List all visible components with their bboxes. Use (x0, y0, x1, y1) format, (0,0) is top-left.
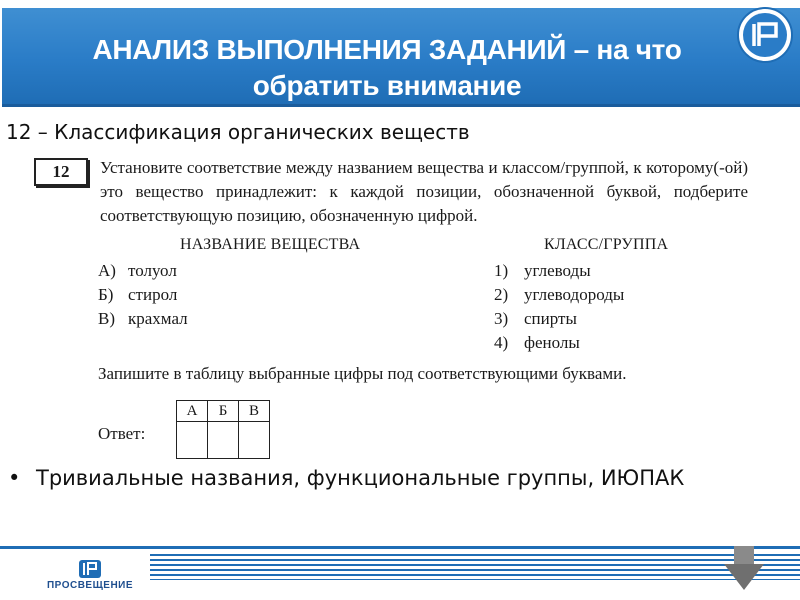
answer-column-header: Б (208, 401, 239, 422)
bullet-point (8, 466, 684, 490)
list-item: 1) углеводы (494, 261, 591, 280)
page-title: АНАЛИЗ ВЫПОЛНЕНИЯ ЗАДАНИЙ – на что обратить внимание (92, 34, 682, 101)
header (0, 0, 800, 108)
institute-logo-icon (736, 6, 794, 64)
footer-divider (0, 546, 800, 549)
answer-cell (177, 422, 208, 459)
task-instruction: Запишите в таблицу выбранные цифры под соответствующими буквами. (98, 364, 627, 383)
task-text: Установите соответствие между названием вещества и классом/группой, к которому(-ой) это вещество принадлежит: к каждой позиции, обозначенной буквой, подберите соответствующую позицию, обозначенную цифрой. (100, 158, 748, 225)
right-column-header: КЛАСС/ГРУППА (544, 236, 669, 253)
brand-mark-icon (79, 560, 101, 578)
list-item: А) толуол (98, 261, 177, 280)
list-item: 2) углеводороды (494, 285, 625, 304)
task-card (30, 152, 770, 460)
footer-decoration (150, 554, 800, 580)
bullet-icon: • (8, 466, 21, 490)
next-arrow-icon[interactable] (722, 546, 766, 592)
answer-cell (239, 422, 270, 459)
list-item: В) крахмал (98, 309, 188, 328)
list-item: 4) фенолы (494, 333, 580, 352)
answer-label: Ответ: (98, 424, 146, 443)
brand-logo: ПРОСВЕЩЕНИЕ (40, 560, 140, 591)
header-band (2, 8, 800, 107)
list-item: Б) стирол (98, 285, 178, 304)
list-item: 3) спирты (494, 309, 577, 328)
footer (0, 538, 800, 600)
answer-column-header: А (177, 401, 208, 422)
bullet-text: Тривиальные названия, функциональные группы, ИЮПАК (36, 466, 685, 490)
answer-column-header: В (239, 401, 270, 422)
left-column-header: НАЗВАНИЕ ВЕЩЕСТВА (180, 236, 361, 253)
task-number: 12 (34, 158, 88, 186)
section-subtitle: 12 – Классификация органических веществ (6, 120, 470, 144)
answer-table (176, 400, 270, 459)
answer-cell (208, 422, 239, 459)
